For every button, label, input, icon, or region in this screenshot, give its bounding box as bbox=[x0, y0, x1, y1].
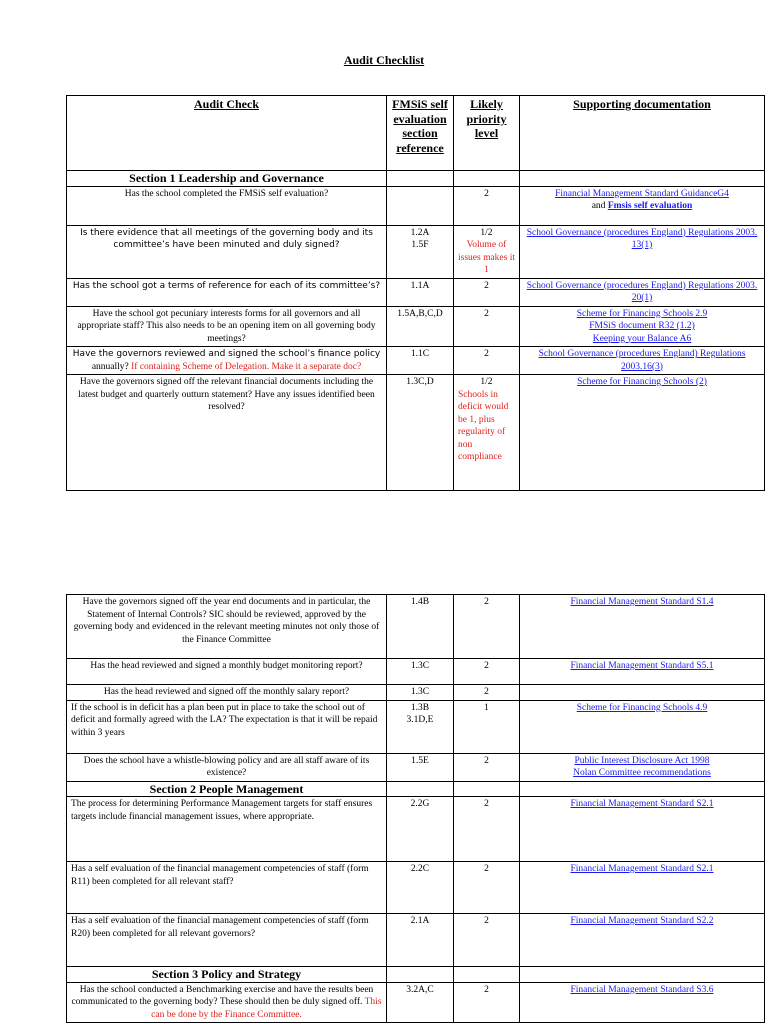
section-2-heading: Section 2 People Management bbox=[67, 781, 387, 797]
doc-link[interactable]: Financial Management Standard S3.6 bbox=[570, 984, 714, 995]
documentation-cell bbox=[520, 347, 765, 375]
audit-check-cell: Has the school got a terms of reference for each of its committee’s? bbox=[67, 278, 387, 306]
audit-check-cell: Is there evidence that all meetings of the governing body and its committee’s have been minuted and duly signed? bbox=[67, 225, 387, 278]
doc-link[interactable]: Scheme for Financing Schools (2) bbox=[577, 377, 707, 387]
doc-link[interactable]: School Governance (procedures England) Regulations 2003.16(3) bbox=[538, 349, 746, 372]
documentation-cell bbox=[520, 753, 765, 781]
table-row bbox=[67, 797, 765, 862]
header-supporting-documentation: Supporting documentation bbox=[520, 96, 765, 171]
table-row bbox=[67, 278, 765, 306]
documentation-cell bbox=[520, 914, 765, 967]
priority-cell: 2 bbox=[454, 753, 520, 781]
section-row bbox=[67, 967, 765, 983]
priority-note: Schools in deficit would be 1, plus regularity of non compliance bbox=[458, 389, 509, 462]
documentation-cell bbox=[520, 797, 765, 862]
section-3-heading: Section 3 Policy and Strategy bbox=[67, 967, 387, 983]
priority-value: 1/2 bbox=[480, 377, 493, 387]
reference-cell: 1.3B 3.1D,E bbox=[387, 700, 454, 753]
audit-check-cell bbox=[67, 347, 387, 375]
audit-check-cell: Has the head reviewed and signed a monthly budget monitoring report? bbox=[67, 659, 387, 685]
audit-check-text: annually? bbox=[91, 361, 129, 372]
documentation-cell bbox=[520, 862, 765, 914]
audit-check-cell: Does the school have a whistle-blowing policy and are all staff aware of its existence? bbox=[67, 753, 387, 781]
documentation-cell bbox=[520, 700, 765, 753]
doc-and-text: and bbox=[591, 201, 606, 211]
header-row bbox=[67, 96, 765, 171]
documentation-cell bbox=[520, 595, 765, 659]
priority-cell: 2 bbox=[454, 186, 520, 225]
audit-check-cell: Have the governors signed off the relevant financial documents including the latest budget and quarterly outturn statement? Have any issues identified been resolved? bbox=[67, 375, 387, 491]
table-row bbox=[67, 685, 765, 701]
priority-cell: 2 bbox=[454, 306, 520, 347]
audit-check-text: Have the governors reviewed and signed the school’s finance policy bbox=[72, 349, 381, 359]
audit-check-cell: Has the school completed the FMSiS self evaluation? bbox=[67, 186, 387, 225]
doc-link[interactable]: Public Interest Disclosure Act 1998 bbox=[574, 755, 710, 766]
table-row bbox=[67, 375, 765, 491]
doc-link[interactable]: Financial Management Standard S2.1 bbox=[570, 799, 714, 809]
header-priority-level: Likely priority level bbox=[454, 96, 520, 171]
table-row bbox=[67, 914, 765, 967]
audit-check-note: If containing Scheme of Delegation. Make it a separate doc? bbox=[131, 361, 362, 372]
documentation-cell bbox=[520, 278, 765, 306]
priority-cell: 2 bbox=[454, 595, 520, 659]
documentation-cell bbox=[520, 375, 765, 491]
doc-link[interactable]: Financial Management Standard S2.2 bbox=[570, 916, 714, 926]
reference-cell: 1.5A,B,C,D bbox=[387, 306, 454, 347]
reference-cell: 1.3C bbox=[387, 685, 454, 701]
reference-cell: 1.1C bbox=[387, 347, 454, 375]
audit-check-cell: Has a self evaluation of the financial management competencies of staff (form R11) been completed for all relevant staff? bbox=[67, 862, 387, 914]
header-audit-check: Audit Check bbox=[67, 96, 387, 171]
table-row bbox=[67, 347, 765, 375]
audit-check-cell: If the school is in deficit has a plan been put in place to take the school out of deficit and formally agreed with the LA? The expectation is that it will be repaid within 3 years bbox=[67, 700, 387, 753]
section-1-heading: Section 1 Leadership and Governance bbox=[67, 171, 387, 187]
priority-cell: 2 bbox=[454, 982, 520, 1023]
doc-link[interactable]: Nolan Committee recommendations bbox=[573, 768, 711, 778]
doc-link[interactable]: Keeping your Balance A6 bbox=[592, 333, 692, 344]
audit-check-cell: Have the school got pecuniary interests forms for all governors and all appropriate staff? This also needs to be an opening item on all governing body meetings? bbox=[67, 306, 387, 347]
reference-cell: 1.5E bbox=[387, 753, 454, 781]
priority-value: 1/2 bbox=[480, 227, 493, 238]
doc-link[interactable]: Financial Management Standard S5.1 bbox=[570, 661, 714, 671]
audit-check-cell bbox=[67, 982, 387, 1023]
documentation-cell bbox=[520, 186, 765, 225]
doc-link[interactable]: Scheme for Financing Schools 2.9 bbox=[576, 308, 708, 319]
priority-note: Volume of issues makes it 1 bbox=[458, 240, 515, 275]
table-row bbox=[67, 595, 765, 659]
doc-link[interactable]: Financial Management Standard GuidanceG4 bbox=[555, 188, 729, 199]
reference-cell: 2.1A bbox=[387, 914, 454, 967]
documentation-cell bbox=[520, 685, 765, 701]
table-row bbox=[67, 862, 765, 914]
section-row bbox=[67, 781, 765, 797]
table-row bbox=[67, 306, 765, 347]
documentation-cell bbox=[520, 225, 765, 278]
table-row bbox=[67, 982, 765, 1023]
audit-table-1 bbox=[66, 95, 765, 491]
section-row bbox=[67, 171, 765, 187]
audit-check-note: This can be done by the Finance Committee. bbox=[151, 997, 382, 1020]
table-row bbox=[67, 753, 765, 781]
doc-link[interactable]: Fmsis self evaluation bbox=[607, 201, 693, 211]
audit-check-cell: The process for determining Performance Management targets for staff ensures targets include financial management issues, where appropriate. bbox=[67, 797, 387, 862]
audit-table-2 bbox=[66, 594, 765, 1023]
table-row bbox=[67, 186, 765, 225]
header-fmsis-reference: FMSiS self evaluation section reference bbox=[387, 96, 454, 171]
table-row bbox=[67, 225, 765, 278]
priority-cell: 2 bbox=[454, 797, 520, 862]
reference-cell: 1.3C,D bbox=[387, 375, 454, 491]
reference-cell: 3.2A,C bbox=[387, 982, 454, 1023]
doc-link[interactable]: Financial Management Standard S1.4 bbox=[570, 597, 714, 607]
priority-cell: 2 bbox=[454, 914, 520, 967]
priority-cell: 2 bbox=[454, 278, 520, 306]
doc-link[interactable]: Financial Management Standard S2.1 bbox=[570, 864, 714, 874]
doc-link[interactable]: FMSiS document R32 (1.2) bbox=[589, 321, 695, 331]
audit-check-text: Has the school conducted a Benchmarking exercise and have the results been communicated to the governing body? These should then be duly signed off. bbox=[71, 984, 374, 1007]
reference-cell: 2.2C bbox=[387, 862, 454, 914]
documentation-cell bbox=[520, 306, 765, 347]
doc-link[interactable]: School Governance (procedures England) Regulations 2003. 13(1) bbox=[526, 227, 758, 250]
priority-cell bbox=[454, 225, 520, 278]
priority-cell bbox=[454, 375, 520, 491]
audit-check-cell: Have the governors signed off the year end documents and in particular, the Statement of Internal Controls? SIC should be reviewed, approved by the governing body and evidenced in the relevant meeting minutes not only those of the Finance Committee bbox=[67, 595, 387, 659]
reference-cell: 1.2A 1.5F bbox=[387, 225, 454, 278]
doc-link[interactable]: Scheme for Financing Schools 4.9 bbox=[576, 702, 708, 713]
doc-link[interactable]: School Governance (procedures England) Regulations 2003. 20(1) bbox=[526, 280, 758, 303]
audit-check-cell: Has the head reviewed and signed off the monthly salary report? bbox=[67, 685, 387, 701]
reference-cell: 1.4B bbox=[387, 595, 454, 659]
document-title: Audit Checklist bbox=[343, 53, 425, 67]
reference-cell: 1.1A bbox=[387, 278, 454, 306]
table-row bbox=[67, 659, 765, 685]
priority-cell: 2 bbox=[454, 862, 520, 914]
priority-cell: 2 bbox=[454, 685, 520, 701]
table-row bbox=[67, 700, 765, 753]
priority-cell: 2 bbox=[454, 347, 520, 375]
priority-cell: 2 bbox=[454, 659, 520, 685]
priority-cell: 1 bbox=[454, 700, 520, 753]
reference-cell: 1.3C bbox=[387, 659, 454, 685]
documentation-cell bbox=[520, 982, 765, 1023]
reference-cell: 2.2G bbox=[387, 797, 454, 862]
audit-check-cell: Has a self evaluation of the financial management competencies of staff (form R20) been completed for all relevant governors? bbox=[67, 914, 387, 967]
documentation-cell bbox=[520, 659, 765, 685]
reference-cell bbox=[387, 186, 454, 225]
